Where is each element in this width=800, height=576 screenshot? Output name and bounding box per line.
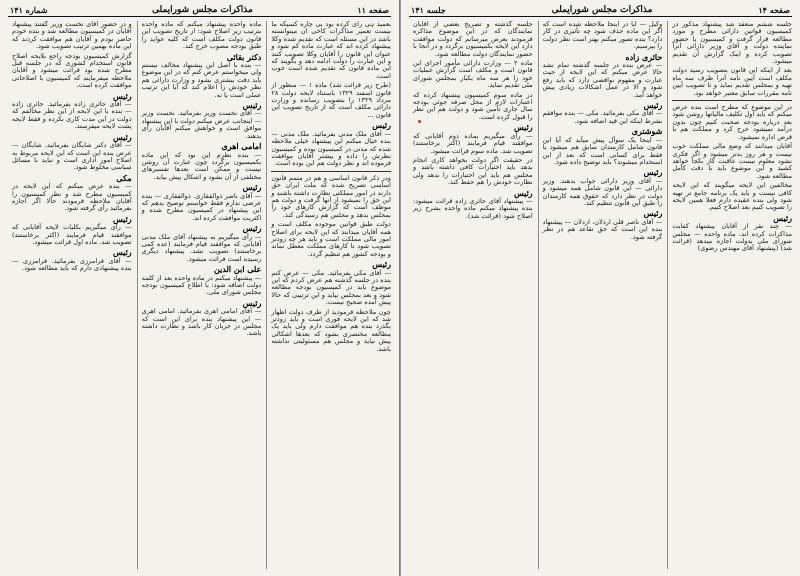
- paragraph: — چند نفر از آقایان پیشنهاد کفایت مذاکرات کرده اند. ماده واحده — مجلس شورای ملی بدولت اجازه میدهد (قرائت شد) (پیشنهاد آقای مهندس رضوی): [672, 222, 792, 253]
- paragraph: در حقیقت اگر دولت بخواهد کاری انجام بدهد باید اختیارات کافی داشته باشد و مجلس هم باید این اختیارات را بدهد ولی نظارت خودش را هم حفظ کند.: [412, 155, 533, 187]
- speaker-name: امامی اهری: [221, 141, 262, 152]
- paragraph: — آقای مکی بفرمائید. مکی — عرض کنم بنده در جلسه گذشته هم عرض کردم که این موضوع باید در کمیسیون بودجه مطالعه شود و بعد بمجلس بیاید و این ترتیبی که حالا پیش آمده صحیح نیست.: [271, 268, 391, 307]
- left-page-number: صفحه ۱۱: [357, 5, 389, 15]
- paragraph: آقایان میدانند که وضع مالی مملکت خوب نیست و هر روز بدتر میشود و اگر فکری نشود معلوم نیست عاقبت کار بکجا خواهد کشید و این موضوع باید با دقت کامل مطالعه شود.: [672, 142, 792, 180]
- left-column-3: [8, 21, 132, 569]
- paragraph: مخالفین این لایحه میگویند که این لایحه کافی نیست و باید یک برنامه جامع تر تهیه شود ولی بنده عقیده دارم فعلا همین لایحه را تصویب کنیم بعد اصلاح کنیم.: [672, 181, 792, 212]
- paragraph: ماده ۲ — وزارت دارائی مأمور اجرای این قانون است و مکلف است گزارش عملیات خود را هر سه ماه یکبار بمجلس شورای ملی تقدیم نماید.: [412, 59, 533, 90]
- paragraph: — رأی میگیریم بکلیات لایحه آقایانی که موافقند قیام فرمایند (اکثر برخاستند) تصویب شد. ماده اول قرائت میشود.: [11, 223, 132, 246]
- paragraph: و در حضور آقای نخست وزیر گفتند پیشنهاد آقایان در کمیسیون مطالعه شد و بنده خودم حاضر بودم و آقایان هم موافقت کردند که این ماده بهمین ترتیب تصویب شود.: [11, 21, 132, 51]
- paragraph: جلسه گذشته و تصریح بعضی از آقایان نمایندگان که در این موضوع مذاکره فرمودند بعرض میرسانم که دولت موافقت دارد این لایحه بکمیسیون برگردد و در آنجا با حضور نمایندگان دولت مطالعه شود.: [412, 21, 533, 58]
- left-column-1: [266, 21, 391, 569]
- left-issue-number: شماره ۱۴۱: [10, 5, 48, 15]
- paragraph: — آقای مکی بفرمائید. مکی — بنده موافقم بشرط اینکه این قید اضافه شود.: [542, 109, 663, 125]
- right-issue-number: جلسه ۱۴۱: [411, 5, 446, 15]
- paragraph: — رأی میگیریم به پیشنهاد آقای ملک مدنی آقایانی که موافقند قیام فرمایند (عده کمی برخاستند) تصویب نشد. پیشنهاد دیگری رسیده است قرائت میشود.: [141, 232, 262, 263]
- paragraph: — آقای ملک مدنی بفرمائید. ملک مدنی — بنده خیال میکنم این پیشنهاد خیلی ملاحظه شده که مدتی در کمیسیون بوده و کمیسیون نظرش را داده و بیشتر آقایان موافقت فرموده اند و نظر دولت هم این بوده است.: [271, 129, 391, 168]
- paragraph: — آقای ناصر ذوالفقاری. ذوالفقاری — بنده عرضی ندارم فقط خواستم توضیح بدهم که این پیشنهاد در کمیسیون مطرح شده و اکثریت موافقت کرده اند.: [141, 191, 262, 222]
- right-column-1: [667, 21, 792, 569]
- paragraph: — رأی میگیریم بماده دوم آقایانی که موافقند قیام فرمایند (اکثر برخاستند) تصویب شد. ماده سوم قرائت میشود.: [412, 131, 533, 155]
- paragraph: — پیشنهاد آقای حائری زاده قرائت میشود: بنده پیشنهاد میکنم ماده واحده بشرح زیر اصلاح شود (قرائت شد).: [412, 196, 533, 220]
- speaker-name: رئیس: [513, 122, 533, 133]
- right-page: [400, 0, 800, 576]
- right-column-3: [409, 21, 533, 569]
- right-page-number: صفحه ۱۴: [758, 5, 790, 15]
- speaker-name: رئیس: [643, 208, 663, 219]
- speaker-name: رئیس: [112, 90, 132, 101]
- right-header-title: مذاکرات مجلس شورایملی: [551, 5, 653, 15]
- speaker-name: رئیس: [112, 131, 132, 142]
- paragraph: — آقای وزیر دارائی جواب بدهند. وزیر دارائی — این قانون شامل همه میشود و دولت در نظر دارد که حقوق همه کارمندان را طبق این قانون تنظیم کند.: [542, 176, 663, 207]
- scan-mark: [418, 120, 421, 123]
- right-column-2: [538, 21, 663, 569]
- paragraph: بعد از اینکه این قانون بتصویب رسید دولت مکلف است آیین نامه آنرا ظرف سه ماه تهیه و بمجلس تقدیم نماید و تا تصویب آیین نامه مقررات سابق معتبر خواهد بود.: [672, 66, 792, 97]
- paragraph: — عرض بنده در جلسه گذشته تمام نشد حالا عرض میکنم که این لایحه از حیث عبارت و مفهوم نواقصی دارد که باید رفع شود و الا در عمل اشکالات زیادی پیش خواهد آمد.: [542, 61, 663, 99]
- left-running-header: [8, 4, 391, 17]
- speaker-name: رئیس: [242, 297, 262, 308]
- speaker-name: رئیس: [242, 223, 262, 234]
- paragraph: ودر ذکر قانون اساسی و هم در متمم قانون اساسی تصریح شده که ملت ایران حق دارند در امور مملکتی نظارت داشته باشند و این حق را نمیشود از آنها گرفت و دولت هم موظف است که گزارش کارهای خود را بمجلس بدهد و مجلس هم رسیدگی کند.: [271, 173, 391, 219]
- speaker-name: رئیس: [112, 247, 132, 258]
- paragraph: بعمید ہی رای کرده بود بی چاره کسیکه ما بیست تعمیر مذاکرات کاخی ان میتوانسته باشد در این مسئله است که تقدیم شده وکلا پیشنهاد کرده اند که عبارت ماده کم شود و عنوان این قانون را آقایان وکلا تصویب کنند و این عبارت را دولت ادامه دهد و بگویند که این ماده قانون که تقدیم شده است خوب است.: [271, 21, 391, 80]
- speaker-name: رئیس: [242, 182, 262, 193]
- speaker-name: رئیس: [372, 120, 391, 131]
- paragraph: — آقای حائری زاده بفرمائید. حائری زاده — بنده با این لایحه از این نظر مخالفم که دولت در این مدت کاری نکرده و فقط لایحه پشت لایحه میفرستد.: [11, 100, 132, 131]
- speaker-name: رئیس: [773, 212, 792, 223]
- paragraph: در ماده سوم کمیسیون پیشنهاد کرده که اعتبارات لازم از محل صرفه جوئی بودجه سال جاری تأمین شود و دولت هم این نظر را قبول کرده است.: [412, 90, 533, 121]
- left-column-2: [137, 21, 262, 569]
- paragraph: چون ملاحظه فرمودید از طرف دولت اظهار شد که این لایحه فوری است و باید زودتر بگذرد بنده هم موافقت دارم ولی باید یک مطالعه مختصری بشود که بعدها اشکالی پیش نیاید و مجلس هم مسئولیتی نداشته باشد.: [271, 307, 391, 353]
- speaker-name: رئیس: [242, 100, 262, 111]
- paragraph: (طرح زیر قرائت شد) ماده ۱ — منظور از قانون اسفند ۱۳۲۹ باستناد لایحه دولت ۲۸ مرداد ۱۳۲۹ را بتصویب رسانده و وزارت دارائی مکلف است که از تاریخ تصویب این قانون ...: [271, 81, 391, 119]
- paragraph: — آقای فرامرزی بفرمائید. فرامرزی — بنده پیشنهادی دارم که باید مطالعه شود.: [11, 256, 132, 273]
- paragraph: — آقای نخست وزیر بفرمائید. نخست وزیر — اینجانب عرض میکنم دولت با این پیشنهاد موافق است و خواهش میکنم آقایان رأی بدهند.: [141, 109, 262, 140]
- speaker-name: شوشتری: [631, 126, 663, 137]
- speaker-name: رئیس: [643, 167, 663, 178]
- paragraph: — بنده عرض میکنم که این لایحه در کمیسیون مطرح شد و نظر کمیسیون را آقایان ملاحظه فرمودند حالا اگر اجازه بفرمائید رأی گرفته شود.: [11, 182, 132, 213]
- speaker-name: دکتر بقائی: [226, 51, 262, 62]
- speaker-name: علی ابن الدین: [213, 264, 262, 275]
- speaker-name: رئیس: [513, 187, 533, 198]
- section-divider: [672, 100, 792, 101]
- left-columns: [8, 21, 391, 569]
- paragraph: — اینجا یک سوأل پیش میآید که آیا این قانون شامل کارمندان سابق هم میشود یا فقط برای کسانی است که بعد از این استخدام میشوند؟ باید توضیح داده شود.: [542, 135, 663, 166]
- paragraph: — بنده نظرم این بود که این ماده بکمیسیون برگردد چون عبارت آن روشن نیست و ممکن است بعدها تفسیرهای مختلفی از آن بشود و اشکال پیش بیاید.: [141, 150, 262, 181]
- paragraph: — آقای امامی اهری بفرمائید. امامی اهری — این پیشنهاد بنده برای این است که مجلس در جریان کار باشد و نظارت داشته باشد.: [141, 307, 262, 338]
- right-columns: [409, 21, 792, 569]
- paragraph: دولت طبق قوانین موجوده مکلف است و همه آقایان میدانند که این لایحه برای اصلاح امور مالی مملکت است و باید هر چه زودتر تصویب شود تا کارهای مملکت معطل نماند و بودجه کشور هم تنظیم گردد.: [271, 220, 391, 258]
- paragraph: ماده واحده پیشنهاد میکنم که ماده واحده بترتیب زیر اصلاح شود: از تاریخ تصویب این قانون دولت مکلف است که کلیه عواید را طبق بودجه مصوب خرج کند.: [141, 21, 262, 51]
- paragraph: در این موضوع که مطرح است بنده عرض میکنم که باید اول تکلیف مالیاتها روشن شود بعد درباره بودجه صحبت کنیم چون بدون درآمد نمیشود خرج کرد و مملکت هم با قرض اداره نمیشود.: [672, 103, 792, 141]
- paragraph: جلسه ششم منعقد شد پیشنهاد مذکور در کمیسیون قوانین دارائی مطرح و مورد مطالعه قرار گرفت و کمیسیون با حضور نماینده دولت و آقای وزیر دارائی آنرا تصویب کرده و اینک گزارش آن تقدیم میشود.: [672, 21, 792, 66]
- paragraph: — آقای ناصر قلی اردلان. اردلان — پیشنهاد بنده این است که حق تقاعد هم در نظر گرفته شود.: [542, 217, 663, 241]
- speaker-name: رئیس: [372, 259, 391, 270]
- speaker-name: رئیس: [112, 213, 132, 224]
- speaker-name: رئیس: [643, 100, 663, 111]
- paragraph: گزارش کمیسیون بودجه راجع بلایحه اصلاح قانون استخدام کشوری که در جلسه قبل مطرح شده بود قرائت میشود و آقایان ملاحظه میفرمایند که کمیسیون با اصلاحاتی موافقت کرده است.: [11, 51, 132, 90]
- section-divider: [271, 171, 391, 172]
- speaker-name: حائری زاده: [625, 51, 663, 62]
- speaker-name: مکی: [116, 172, 132, 183]
- paragraph: — آقای دکتر شایگان بفرمائید. شایگان — عرض بنده این است که این لایحه مربوط به اصلاح امور اداری است و نباید با مسائل سیاسی مخلوط شود.: [11, 141, 132, 172]
- paragraph: — بنده با اصل این پیشنهاد مخالف نیستم ولی میخواستم عرض کنم که در این موضوع باید دقت بیشتری بشود و وزارت دارائی هم نظر خودش را اعلام کند که آیا این ترتیب عملی است یا نه.: [141, 61, 262, 99]
- paragraph: — پیشنهاد میکنم در ماده واحده بعد از کلمه دولت اضافه شود: با اطلاع کمیسیون بودجه مجلس شورای ملی.: [141, 273, 262, 297]
- right-running-header: [409, 4, 792, 17]
- left-header-title: مذاکرات مجلس شورایملی: [151, 5, 253, 15]
- paragraph: وکیل — آیا در اینجا ملاحظه شده است که اگر این ماده حذف شود چه تأثیری در کار دارد؟ بنده تصور میکنم بهتر است نظر دولت را بپرسیم.: [542, 21, 663, 51]
